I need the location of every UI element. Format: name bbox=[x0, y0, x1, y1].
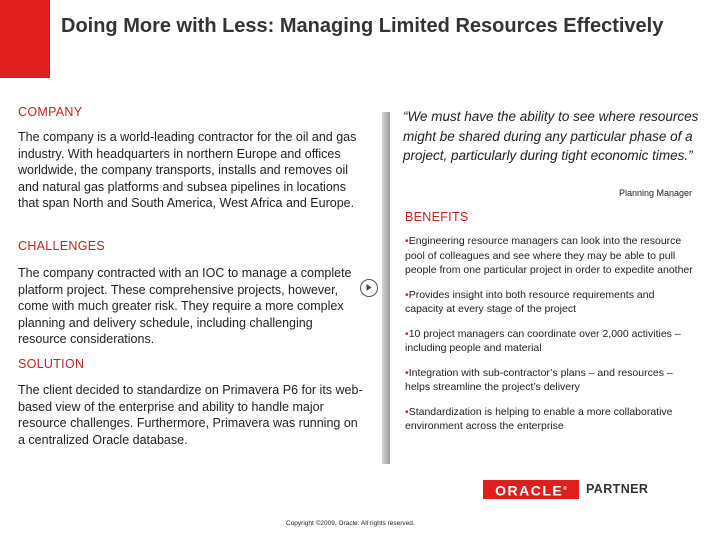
benefit-item: •Integration with sub-contractor’s plans – and resources – helps streamline the project’s delivery bbox=[405, 366, 673, 393]
benefit-item: •Standardization is helping to enable a more collaborative environment across the enterprise bbox=[405, 405, 673, 432]
bullet-icon: • bbox=[405, 405, 409, 418]
column-divider bbox=[382, 112, 390, 464]
red-accent-block bbox=[0, 0, 50, 78]
challenges-text: The company contracted with an IOC to manage a complete platform project. These comprehensive projects, however, come with much greater risk. They require a more complex planning and delivery schedule, including challenging resource considerations. bbox=[18, 266, 352, 347]
solution-text: The client decided to standardize on Primavera P6 for its web-based view of the enterprise and ability to handle major resource challenges. Furthermore, Primavera was running on a centralized Oracle database. bbox=[18, 383, 363, 447]
bullet-icon: • bbox=[405, 288, 409, 301]
benefit-item: •10 project managers can coordinate over 2,000 activities – including people and material bbox=[405, 327, 681, 354]
partner-label: PARTNER bbox=[586, 482, 649, 496]
play-icon bbox=[361, 280, 376, 295]
benefits-heading: BENEFITS bbox=[405, 210, 469, 224]
bullet-icon: • bbox=[405, 235, 409, 247]
copyright-notice: Copyright ©2009, Oracle. All rights reserved. bbox=[286, 520, 415, 527]
benefits-list bbox=[405, 234, 695, 444]
oracle-logo: ORACLE® bbox=[483, 480, 579, 499]
company-text: The company is a world-leading contractor for the oil and gas industry. With headquarters in northern Europe and offices worldwide, the company transports, installs and removes oil and natural gas platforms and subsea pipelines in locations that span North and South America, West Africa and Europe. bbox=[18, 130, 357, 211]
bullet-icon: • bbox=[405, 366, 409, 379]
challenges-heading: CHALLENGES bbox=[18, 239, 106, 253]
company-heading: COMPANY bbox=[18, 105, 83, 119]
solution-heading: SOLUTION bbox=[18, 357, 85, 371]
benefit-item: •Engineering resource managers can look into the resource pool of colleagues and see where they may be able to pull people from one particular project in order to expedite another bbox=[405, 235, 693, 276]
customer-quote: “We must have the ability to see where resources might be shared during any particular phase of a project, particularly during tight economic times.” bbox=[403, 109, 699, 163]
benefit-item: •Provides insight into both resource requirements and capacity at every stage of the project bbox=[405, 288, 655, 315]
bullet-icon: • bbox=[405, 327, 409, 340]
play-arrow-button[interactable] bbox=[360, 279, 378, 297]
quote-attribution: Planning Manager bbox=[618, 188, 692, 198]
page-title: Doing More with Less: Managing Limited Resources Effectively bbox=[61, 15, 664, 37]
